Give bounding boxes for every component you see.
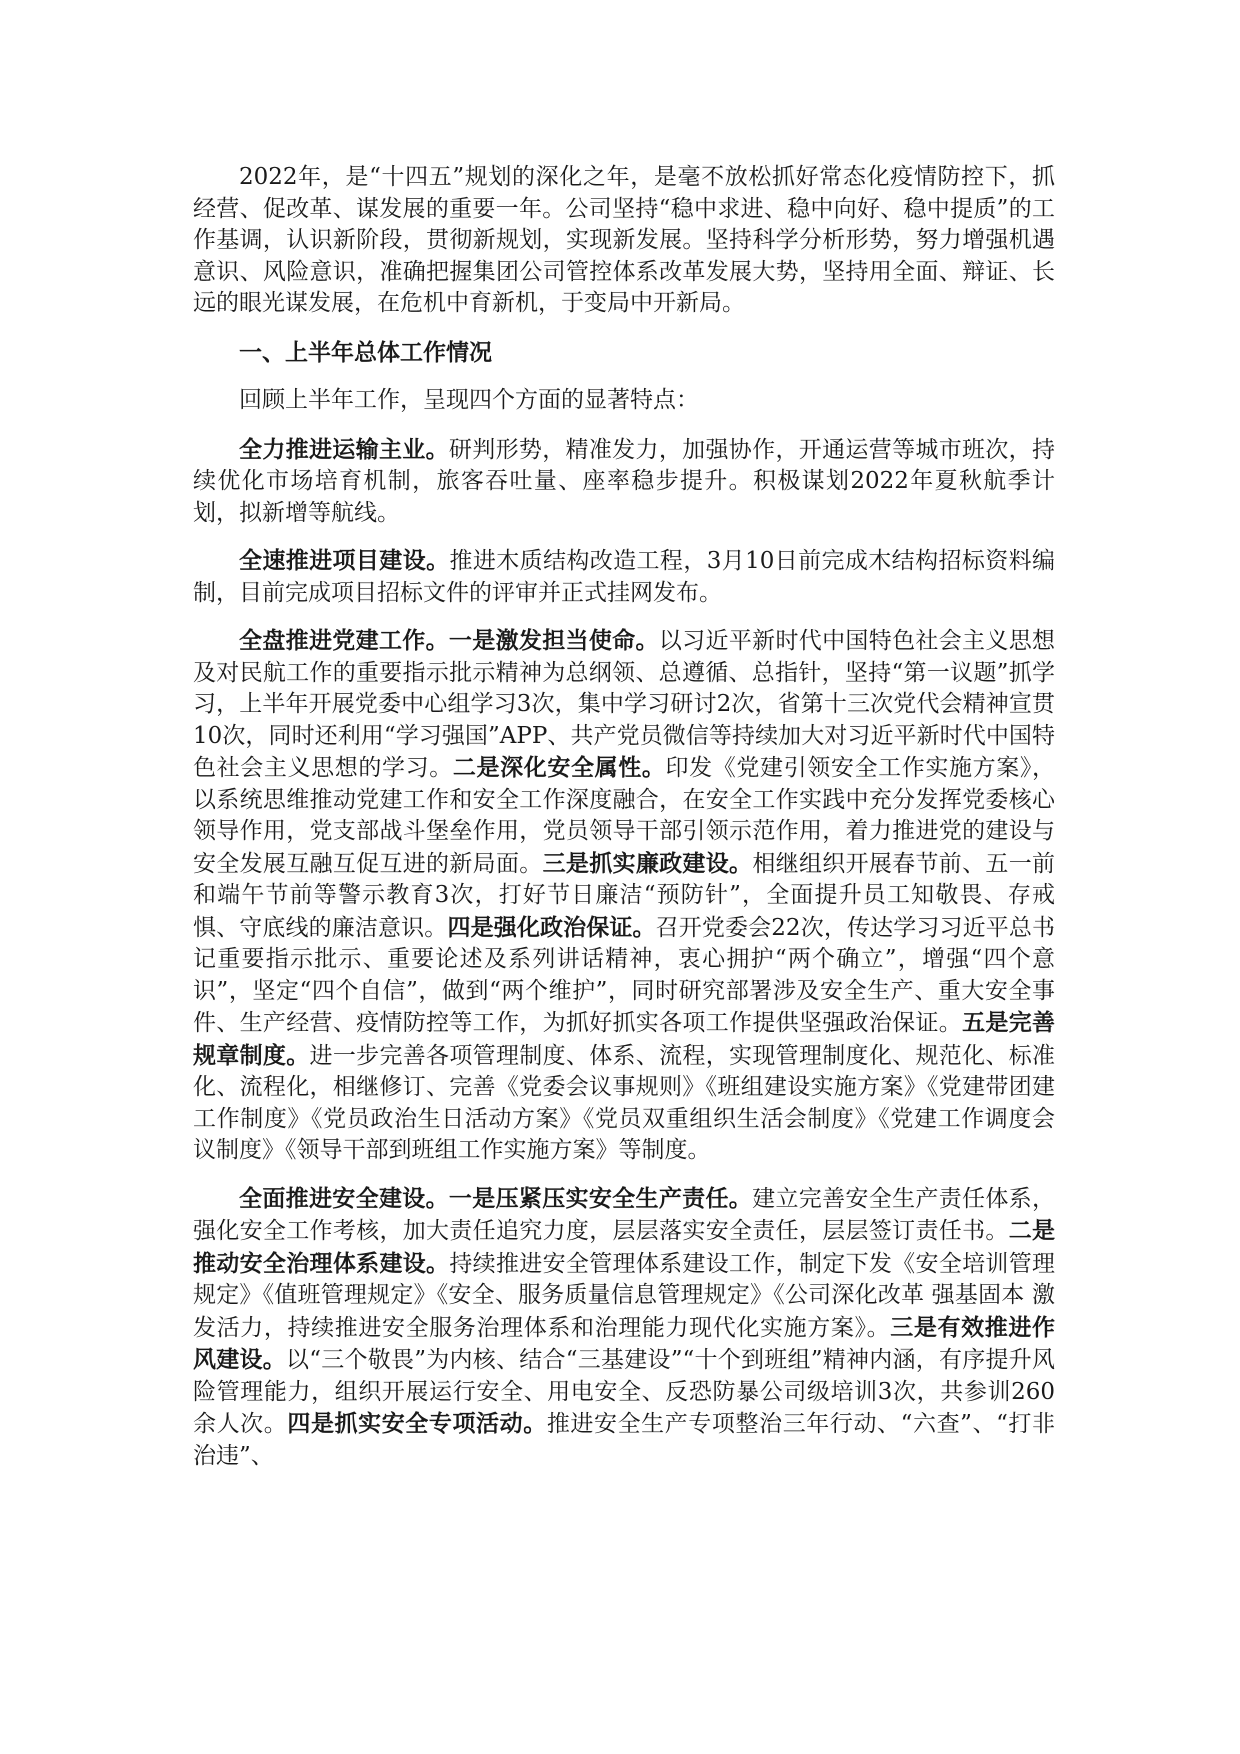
safety-paragraph — [193, 1183, 1055, 1473]
safety-title: 全面推进安全建设。 — [239, 1184, 449, 1212]
party-title: 全盘推进党建工作。 — [239, 627, 449, 654]
transport-title: 全力推进运输主业。 — [239, 435, 449, 463]
document-page — [193, 162, 1055, 1472]
party-point-5-title: 五是完善规章制度。 — [193, 1009, 1056, 1069]
party-point-2-title: 二是深化安全属性。 — [452, 754, 666, 781]
safety-point-3-text: 以“三个敬畏”为内核、结合“三基建设”“十个到班组”精神内涵，有序提升风险管理能力，组织开展运行安全、用电安全、反恐防暴公司级培训3次，共参训260余人次。 — [193, 1347, 1055, 1437]
safety-point-4-text: 推进安全生产专项整治三年行动、“六查”、“打非治违”、 — [193, 1411, 1056, 1469]
project-text: 推进木质结构改造工程，3月10日前完成木结构招标资料编制，目前完成项目招标文件的评审并正式挂网发布。 — [193, 548, 1055, 606]
party-point-4-text: 召开党委会22次，传达学习习近平总书记重要指示批示、重要论述及系列讲话精神，衷心拥护“两个确立”，增强“四个意识”，坚定“四个自信”，做到“两个维护”，同时研究部署涉及安全生产、重大安全事件、生产经营、疫情防控等工作，为抓好抓实各项工作提供坚强政治保证。 — [193, 914, 1056, 1036]
intro-paragraph: 2022年，是“十四五”规划的深化之年，是毫不放松抓好常态化疫情防控下，抓经营、促改革、谋发展的重要一年。公司坚持“稳中求进、稳中向好、稳中提质”的工作基调，认识新阶段，贯彻新规划，实现新发展。坚持科学分析形势，努力增强机遇意识、风险意识，准确把握集团公司管控体系改革发展大势，坚持用全面、辩证、长远的眼光谋发展，在危机中育新机，于变局中开新局。 — [193, 164, 1055, 316]
project-title: 全速推进项目建设。 — [239, 547, 450, 574]
safety-point-4-title: 四是抓实安全专项活动。 — [287, 1410, 547, 1437]
safety-point-2-title: 二是推动安全治理体系建设。 — [193, 1217, 1056, 1277]
party-point-5-text: 进一步完善各项管理制度、体系、流程，实现管理制度化、规范化、标准化、流程化，相继修订、完善《党委会议事规则》《班组建设实施方案》《党建带团建工作制度》《党员政治生日活动方案》《党员双重组织生活会制度》《党建工作调度会议制度》《领导干部到班组工作实施方案》等制度。 — [193, 1042, 1056, 1163]
safety-point-1-title: 一是压紧压实安全生产责任。 — [448, 1184, 753, 1212]
section-heading: 一、上半年总体工作情况 — [239, 338, 492, 366]
safety-point-1-text: 建立完善安全生产责任体系，强化安全工作考核，加大责任追究力度，层层落实安全责任，层层签订责任书。 — [193, 1185, 1056, 1244]
party-point-3-text: 相继组织开展春节前、五一前和端午节前等警示教育3次，打好节日廉洁“预防针”，全面提升员工知敬畏、存戒惧、守底线的廉洁意识。 — [193, 850, 1056, 941]
party-point-1-title: 一是激发担当使命。 — [448, 627, 659, 654]
transport-text: 研判形势，精准发力，加强协作，开通运营等城市班次，持续优化市场培育机制，旅客吞吐量、座率稳步提升。积极谋划2022年夏秋航季计划，拟新增等航线。 — [193, 436, 1056, 526]
section-lead: 回顾上半年工作，呈现四个方面的显著特点： — [239, 387, 699, 413]
party-paragraph — [193, 625, 1055, 1167]
party-point-2-text: 印发《党建引领安全工作实施方案》，以系统思维推动党建工作和安全工作深度融合，在安全工作实践中充分发挥党委核心领导作用，党支部战斗堡垒作用，党员领导干部引领示范作用，着力推进党的建设与安全发展互融互促互进的新局面。 — [193, 755, 1055, 877]
safety-point-3-title: 三是有效推进作风建设。 — [193, 1313, 1055, 1373]
party-point-3-title: 三是抓实廉政建设。 — [542, 849, 753, 877]
transport-paragraph — [193, 434, 1055, 530]
project-paragraph — [193, 545, 1055, 609]
party-point-1-text: 以习近平新时代中国特色社会主义思想及对民航工作的重要指示批示精神为总纲领、总遵循、总指针，坚持“第一议题”抓学习，上半年开展党委中心组学习3次，集中学习研讨2次，省第十三次党代会精神宣贯10次，同时还利用“学习强国”APP、共产党员微信等持续加大对习近平新时代中国特色社会主义思想的学习。 — [193, 628, 1056, 781]
party-point-4-title: 四是强化政治保证。 — [447, 913, 656, 941]
safety-point-2-text: 持续推进安全管理体系建设工作，制定下发《安全培训管理规定》《值班管理规定》《安全、服务质量信息管理规定》《公司深化改革 强基固本 激发活力，持续推进安全服务治理体系和治理能力现代化实施方案》。 — [193, 1250, 1056, 1341]
